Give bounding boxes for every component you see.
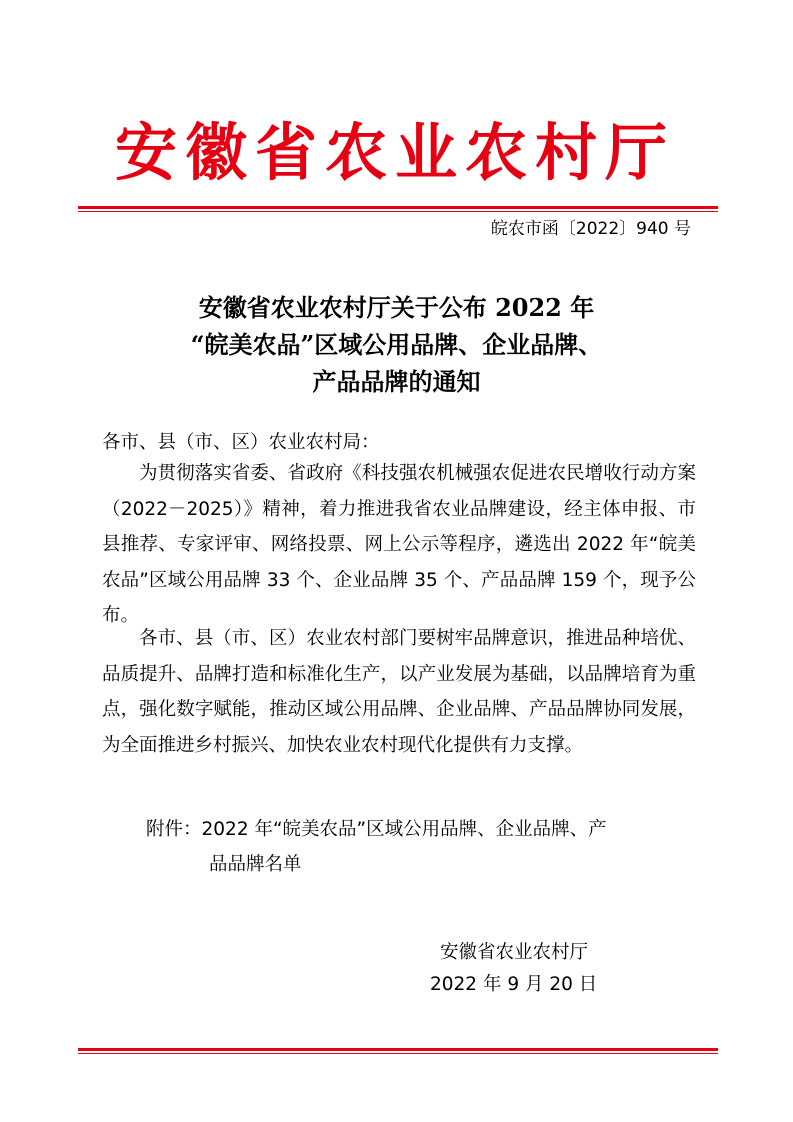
notice-title-line-1: 安徽省农业农村厅关于公布 2022 年 xyxy=(198,293,595,322)
attachment-title-line-2: 品品牌名单 xyxy=(209,854,302,875)
document-number: 皖农市函〔2022〕940 号 xyxy=(490,219,691,239)
signature-date: 2022 年 9 月 20 日 xyxy=(430,974,598,995)
notice-title-line-2: “皖美农品”区域公用品牌、企业品牌、 xyxy=(190,330,603,359)
salutation: 各市、县（市、区）农业农村局： xyxy=(102,432,380,453)
attachment-note xyxy=(146,812,706,882)
footer-divider-thick xyxy=(78,1048,718,1051)
footer-divider-thin xyxy=(78,1053,718,1054)
masthead-divider-thin xyxy=(78,211,718,212)
attachment-title-line-1: 2022 年“皖美农品”区域公用品牌、企业品牌、产 xyxy=(201,819,607,840)
attachment-label: 附件： xyxy=(146,819,202,840)
masthead-title: 安徽省农业农村厅 xyxy=(114,116,675,189)
signature-organization: 安徽省农业农村厅 xyxy=(440,942,589,963)
masthead-divider-thick xyxy=(78,206,718,209)
notice-title xyxy=(80,289,713,400)
notice-title-line-3: 产品品牌的通知 xyxy=(312,367,481,396)
body-paragraph-2: 各市、县（市、区）农业农村部门要树牢品牌意识，推进品种培优、品质提升、品牌打造和标准化生产，以产业发展为基础，以品牌培育为重点，强化数字赋能，推动区域公用品牌、企业品牌、产品品牌协同发展，为全面推进乡村振兴、加快农业农村现代化提供有力支撑。 xyxy=(102,628,696,756)
body-paragraph-1: 为贯彻落实省委、省政府《科技强农机械强农促进农民增收行动方案（2022－2025）》精神，着力推进我省农业品牌建设，经主体申报、市县推荐、专家评审、网络投票、网上公示等程序，遴选出 2022 年“皖美农品”区域公用品牌 33 个、企业品牌 35 个、产品品牌 159 个，现予公布。 xyxy=(102,463,696,626)
